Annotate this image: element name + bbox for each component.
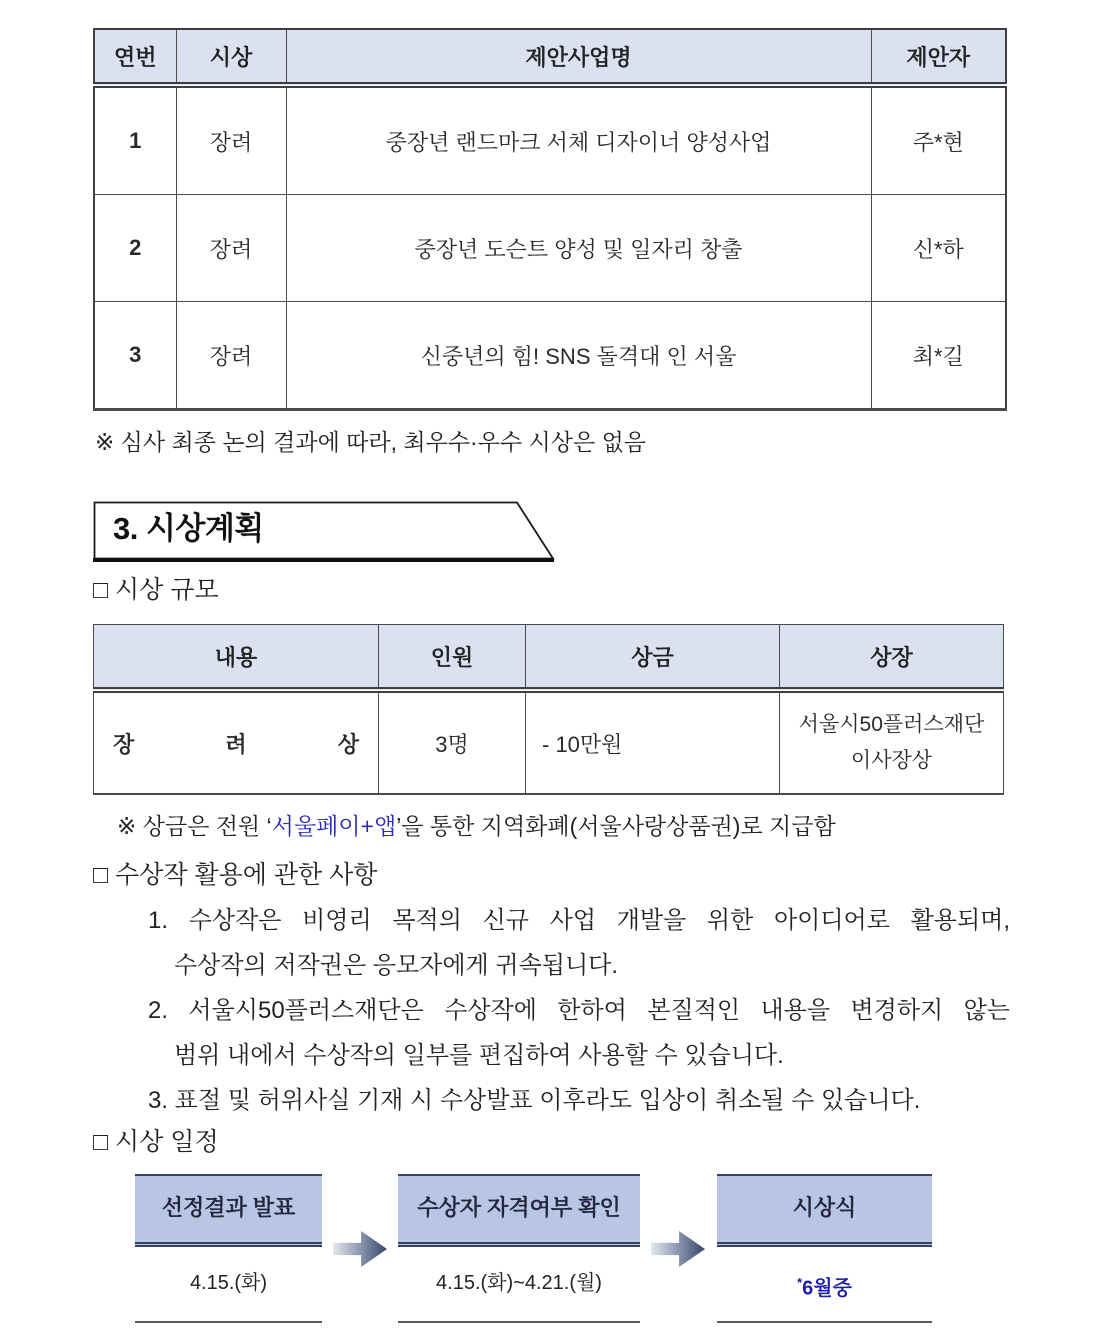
cell-prize: - 10만원 (526, 690, 780, 794)
document-content (93, 28, 1010, 1323)
cell-no: 1 (94, 85, 176, 195)
schedule-date: 4.15.(화)~4.21.(월) (436, 1272, 602, 1294)
award-scale-table (93, 624, 1004, 795)
underline (717, 1321, 932, 1323)
cell-proposer: 주*현 (871, 85, 1006, 195)
cell-award-name (94, 690, 379, 794)
table-row (94, 85, 1006, 195)
cell-project: 중장년 랜드마크 서체 디자이너 양성사업 (286, 85, 871, 195)
results-header-award: 시상 (176, 29, 286, 85)
cell-award: 장려 (176, 85, 286, 195)
scale-header-prize: 상금 (526, 625, 780, 691)
schedule-gap (640, 1321, 717, 1323)
usage-item-line: 3. 표절 및 허위사실 기재 시 수상발표 이후라도 입상이 취소될 수 있습니다. (148, 1087, 921, 1114)
usage-item-line: 2. 서울시50플러스재단은 수상작에 한하여 본질적인 내용을 변경하지 않는 (148, 997, 1010, 1024)
award-results-table (93, 28, 1007, 411)
results-note: ※ 심사 최종 논의 결과에 따라, 최우수·우수 시상은 없음 (95, 429, 647, 455)
cell-project: 신중년의 힘! SNS 돌격대 인 서울 (286, 302, 871, 410)
prize-note-suffix: ’을 통한 지역화폐(서울사랑상품권)로 지급함 (396, 813, 836, 839)
cell-count: 3명 (379, 690, 526, 794)
cell-award: 장려 (176, 195, 286, 302)
certificate-line: 이사장상 (850, 749, 933, 772)
underline (398, 1321, 640, 1323)
schedule-boxes-row (135, 1174, 932, 1249)
schedule-date-highlight (717, 1269, 932, 1303)
seoul-pay-app-text: 서울페이+앱 (271, 813, 397, 839)
table-row (94, 690, 1004, 794)
cell-no: 2 (94, 195, 176, 302)
scale-header-certificate: 상장 (780, 625, 1004, 691)
award-name-char: 상 (337, 731, 359, 757)
usage-heading: □ 수상작 활용에 관한 사항 (93, 861, 378, 889)
schedule-step-box: 시상식 (717, 1174, 932, 1247)
cell-certificate (780, 690, 1004, 794)
results-header-no: 연번 (94, 29, 176, 85)
scale-header-row (94, 625, 1004, 691)
schedule-step-box: 수상자 자격여부 확인 (398, 1174, 640, 1247)
table-row (94, 302, 1006, 410)
schedule-date-text: 6월중 (802, 1277, 852, 1300)
schedule-gap (640, 1269, 717, 1303)
schedule-underlines-row (135, 1321, 932, 1323)
schedule-gap (322, 1269, 398, 1303)
results-header-proposer: 제안자 (871, 29, 1006, 85)
usage-item-line: 범위 내에서 수상작의 일부를 편집하여 사용할 수 있습니다. (174, 1042, 784, 1069)
asterisk-mark: * (797, 1275, 803, 1290)
cell-proposer: 신*하 (871, 195, 1006, 302)
schedule-gap (322, 1174, 398, 1249)
cell-proposer: 최*길 (871, 302, 1006, 410)
table-row (94, 195, 1006, 302)
underline (135, 1321, 322, 1323)
scale-header-content: 내용 (94, 625, 379, 691)
cell-no: 3 (94, 302, 176, 410)
section-banner (93, 501, 559, 563)
right-arrow-icon (333, 1231, 387, 1267)
schedule-gap (640, 1174, 717, 1249)
usage-item-line: 수상작의 저작권은 응모자에게 귀속됩니다. (174, 952, 618, 979)
results-header-project: 제안사업명 (286, 29, 871, 85)
schedule-date: 4.15.(화) (189, 1272, 268, 1294)
results-header-row (94, 29, 1006, 85)
scale-header-count: 인원 (379, 625, 526, 691)
schedule-dates-row (135, 1269, 932, 1303)
prize-note (117, 812, 1010, 840)
schedule-flow (135, 1174, 932, 1323)
certificate-line: 서울시50플러스재단 (798, 713, 985, 736)
award-name-char: 장 (113, 731, 135, 757)
right-arrow-icon (651, 1231, 705, 1267)
schedule-gap (322, 1321, 398, 1323)
award-name-char: 려 (225, 731, 247, 757)
prize-note-prefix: ※ 상금은 전원 ‘ (117, 813, 272, 839)
usage-item-line: 1. 수상작은 비영리 목적의 신규 사업 개발을 위한 아이디어로 활용되며, (148, 907, 1010, 934)
section-title: 3. 시상계획 (113, 511, 264, 546)
cell-award: 장려 (176, 302, 286, 410)
schedule-step-box: 선정결과 발표 (135, 1174, 322, 1247)
scale-heading: □ 시상 규모 (93, 576, 219, 604)
cell-project: 중장년 도슨트 양성 및 일자리 창출 (286, 195, 871, 302)
schedule-heading: □ 시상 일정 (93, 1128, 219, 1156)
usage-list (93, 898, 1010, 1123)
